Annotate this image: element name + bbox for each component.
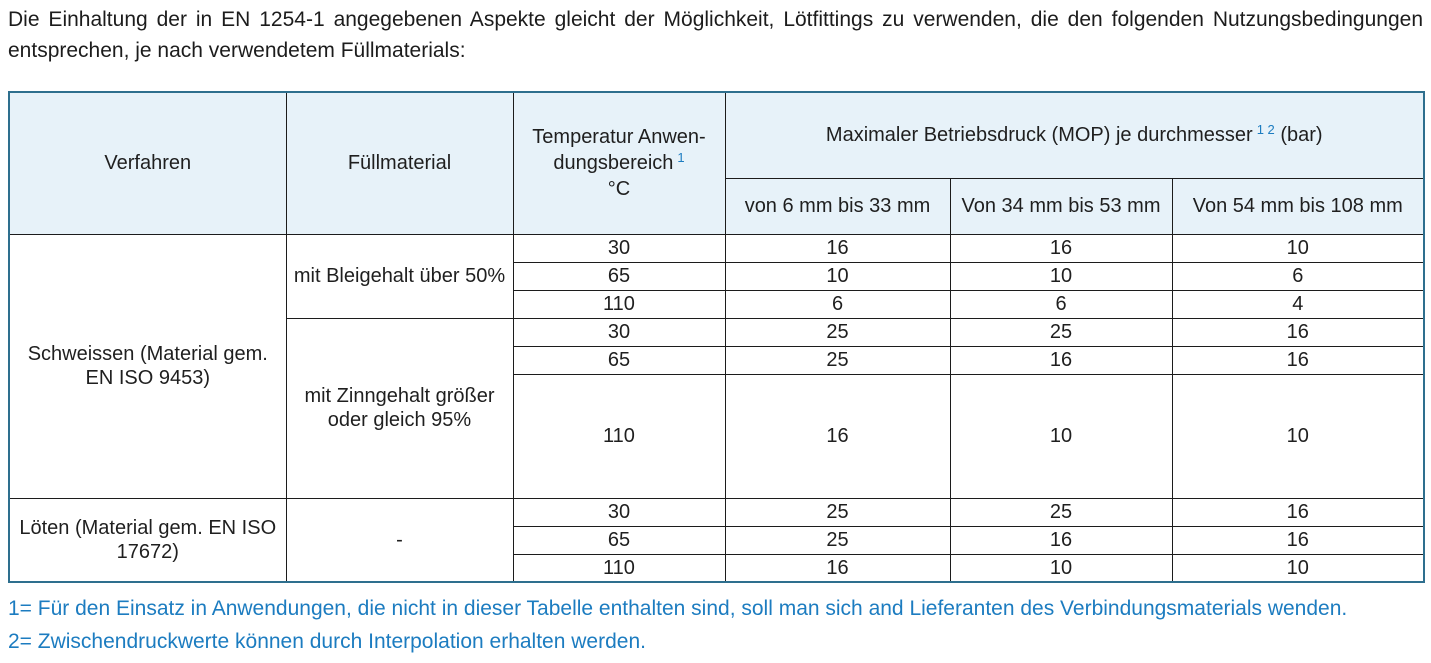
col-header-diameter-small: von 6 mm bis 33 mm [725, 178, 950, 234]
table-cell: 10 [950, 262, 1172, 290]
table-cell: 16 [950, 346, 1172, 374]
col-header-diameter-large: Von 54 mm bis 108 mm [1172, 178, 1424, 234]
table-cell: 16 [1172, 346, 1424, 374]
fuellmaterial-zinn: mit Zinngehalt größer oder gleich 95% [286, 318, 513, 498]
footnotes [8, 592, 1423, 658]
temperatur-label-line1: Temperatur Anwen- [532, 126, 706, 149]
table-cell: 10 [725, 262, 950, 290]
table-cell: 4 [1172, 290, 1424, 318]
fuellmaterial-blei: mit Bleigehalt über 50% [286, 234, 513, 318]
table-cell: 10 [950, 554, 1172, 582]
table-cell: 25 [725, 498, 950, 526]
table-cell: 16 [950, 234, 1172, 262]
table-cell: 25 [725, 346, 950, 374]
table-cell: 110 [513, 554, 725, 582]
intro-paragraph: Die Einhaltung der in EN 1254-1 angegebenen Aspekte gleicht der Möglichkeit, Lötfittings zu verwenden, die den folgenden Nutzungsbedingungen entsprechen, je nach verwendetem Füllmaterials: [8, 8, 1423, 62]
table-cell: 110 [513, 374, 725, 498]
temperatur-label-line2: dungsbereich [553, 152, 674, 175]
table-cell: 25 [950, 498, 1172, 526]
table-cell: 16 [1172, 526, 1424, 554]
table-cell: 10 [1172, 374, 1424, 498]
temperatur-unit: °C [607, 178, 631, 201]
table-cell: 10 [1172, 234, 1424, 262]
mop-unit: (bar) [1280, 124, 1323, 147]
table-cell: 10 [1172, 554, 1424, 582]
table-cell: 65 [513, 526, 725, 554]
table-body [9, 234, 1424, 582]
table-cell: 65 [513, 262, 725, 290]
footnote-2: 2= Zwischendruckwerte können durch Interpolation erhalten werden. [8, 630, 646, 653]
table-cell: 16 [1172, 318, 1424, 346]
table-cell: 16 [950, 526, 1172, 554]
table-cell: 16 [725, 234, 950, 262]
col-header-mop [725, 92, 1424, 178]
col-header-temperatur [513, 92, 725, 234]
footnote-ref-1-2: 1 2 [1256, 121, 1275, 137]
verfahren-group-schweissen: Schweissen (Material gem. EN ISO 9453) [9, 234, 286, 498]
table-cell: 16 [725, 554, 950, 582]
footnote-1: 1= Für den Einsatz in Anwendungen, die nicht in dieser Tabelle enthalten sind, soll man sich and Lieferanten des Verbindungsmaterials wenden. [8, 597, 1348, 620]
table-cell: 6 [725, 290, 950, 318]
table-cell: 10 [950, 374, 1172, 498]
table-cell: 16 [1172, 498, 1424, 526]
table-row [9, 498, 1424, 526]
table-cell: 6 [950, 290, 1172, 318]
table-cell: 25 [725, 526, 950, 554]
table-cell: 16 [725, 374, 950, 498]
footnote-ref-1: 1 [677, 149, 685, 165]
table-cell: 30 [513, 498, 725, 526]
table-cell: 65 [513, 346, 725, 374]
table-cell: 30 [513, 318, 725, 346]
header-row-top [9, 92, 1424, 178]
col-header-diameter-medium: Von 34 mm bis 53 mm [950, 178, 1172, 234]
mop-label: Maximaler Betriebsdruck (MOP) je durchmesser [825, 124, 1253, 147]
table-cell: 25 [950, 318, 1172, 346]
col-header-fuellmaterial: Füllmaterial [286, 92, 513, 234]
col-header-verfahren: Verfahren [9, 92, 286, 234]
mop-pressure-table [8, 91, 1425, 583]
table-cell: 110 [513, 290, 725, 318]
table-cell: 6 [1172, 262, 1424, 290]
verfahren-group-loeten: Löten (Material gem. EN ISO 17672) [9, 498, 286, 582]
table-cell: 25 [725, 318, 950, 346]
fuellmaterial-none: - [286, 498, 513, 582]
table-cell: 30 [513, 234, 725, 262]
table-row [9, 234, 1424, 262]
table-header [9, 92, 1424, 234]
